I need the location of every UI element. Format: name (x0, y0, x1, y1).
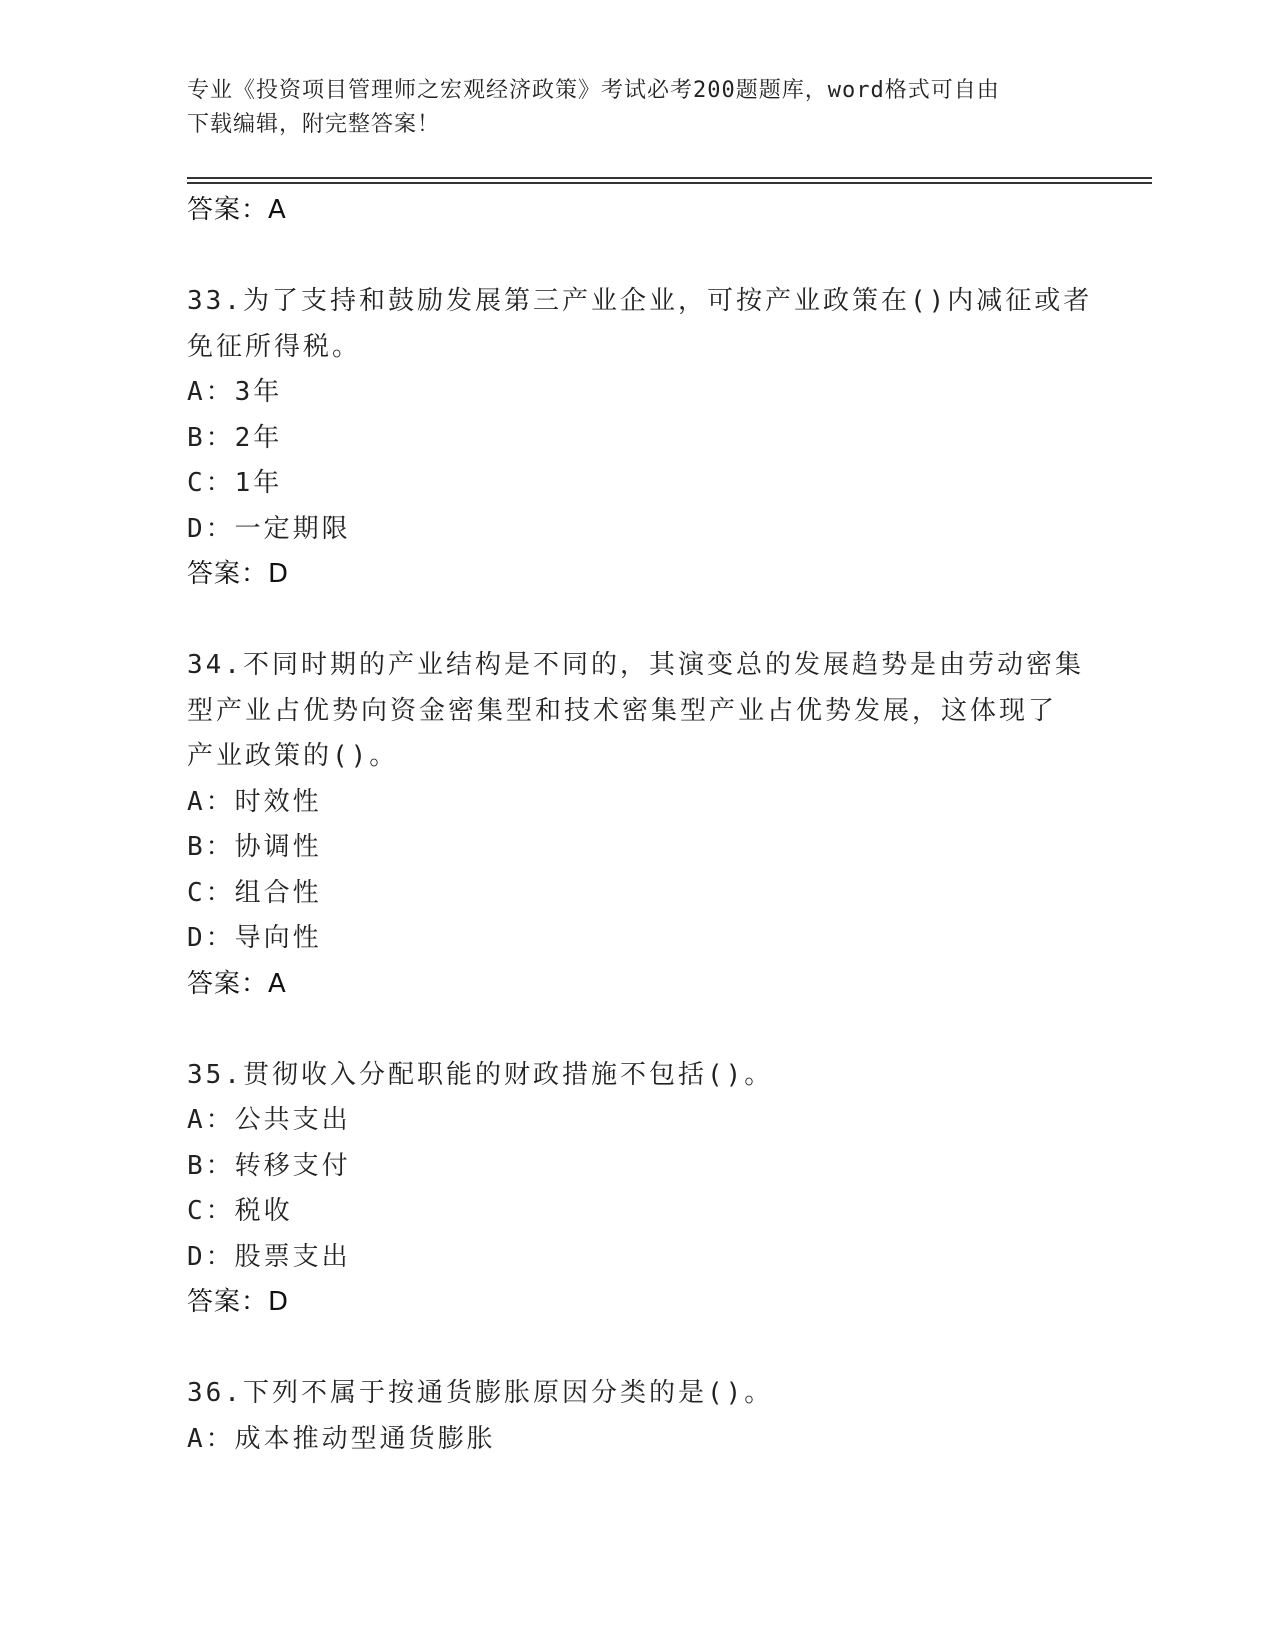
question-text: 36.下列不属于按通货膨胀原因分类的是()。 (187, 1378, 774, 1408)
option-a: A：成本推动型通货膨胀 (187, 1423, 496, 1454)
option-a: A：3年 (187, 377, 283, 407)
spacer (187, 1326, 1087, 1372)
spacer (187, 598, 1087, 644)
answer-line: 答案：A (187, 195, 287, 225)
answer-line: 答案：D (187, 1287, 290, 1317)
option-b: B：2年 (187, 422, 283, 453)
header-divider-bottom (187, 182, 1152, 184)
question-text: 产业政策的()。 (187, 741, 399, 771)
spacer (187, 234, 1087, 280)
document-header (187, 74, 1087, 142)
header-divider-top (187, 177, 1152, 179)
question-text: 34.不同时期的产业结构是不同的，其演变总的发展趋势是由劳动密集 (187, 650, 1084, 680)
option-c: C：1年 (187, 468, 283, 498)
question-block (187, 1371, 1087, 1462)
option-b: B：转移支付 (187, 1150, 351, 1181)
header-line-2: 下载编辑，附完整答案！ (187, 112, 441, 137)
question-block (187, 643, 1087, 1007)
option-b: B：协调性 (187, 832, 322, 862)
option-d: D：股票支出 (187, 1241, 351, 1272)
question-block (187, 1053, 1087, 1326)
answer-line: 答案：D (187, 559, 290, 589)
header-line-1: 专业《投资项目管理师之宏观经济政策》考试必考200题题库，word格式可自由 (187, 78, 1000, 103)
answer-line: 答案：A (187, 968, 287, 999)
question-text: 33.为了支持和鼓励发展第三产业企业，可按产业政策在()内减征或者 (187, 286, 1093, 316)
question-text: 35.贯彻收入分配职能的财政措施不包括()。 (187, 1059, 774, 1090)
question-list (187, 188, 1093, 1462)
spacer (187, 1007, 1087, 1053)
option-a: A：公共支出 (187, 1105, 351, 1135)
question-text: 免征所得税。 (187, 331, 362, 362)
option-a: A：时效性 (187, 786, 322, 817)
option-d: D：导向性 (187, 923, 322, 953)
question-block (187, 279, 1093, 598)
option-c: C：税收 (187, 1196, 293, 1226)
question-text: 型产业占优势向资金密集型和技术密集型产业占优势发展，这体现了 (187, 695, 1058, 726)
option-d: D：一定期限 (187, 513, 351, 544)
option-c: C：组合性 (187, 877, 322, 908)
